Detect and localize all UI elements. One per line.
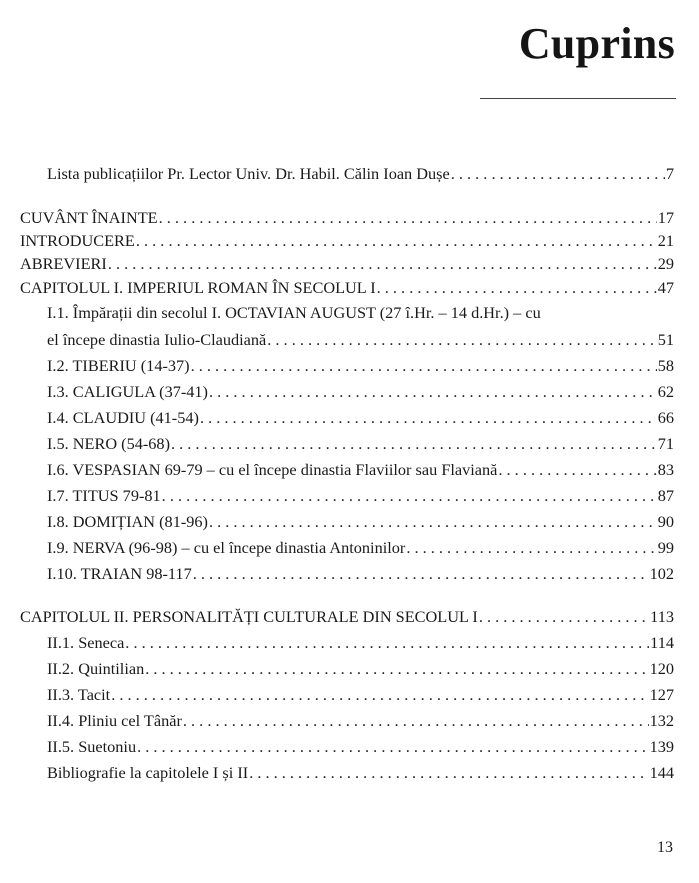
toc-entry-label: I.9. NERVA (96-98) – cu el începe dinastia Antoninilor (47, 538, 406, 557)
toc-entry-label: II.2. Quintilian (47, 659, 145, 678)
toc-entry-label: Bibliografie la capitolele I și II (47, 763, 249, 782)
toc-entry-label: Lista publicațiilor Pr. Lector Univ. Dr. Habil. Călin Ioan Dușe (47, 164, 450, 183)
toc-entry-label: INTRODUCERE (20, 231, 135, 250)
toc-entry-page: 83 (657, 460, 674, 479)
toc-entry-label: I.6. VESPASIAN 69-79 – cu el începe dinastia Flaviilor sau Flaviană (47, 460, 498, 479)
leader-dots (162, 485, 657, 506)
leader-dots (267, 329, 656, 350)
toc-entry-page: 51 (657, 330, 674, 349)
leader-dots (183, 710, 649, 731)
toc-entry-label: II.4. Pliniu cel Tânăr (47, 711, 182, 730)
toc-entry-page: 113 (650, 607, 674, 626)
leader-dots (108, 253, 657, 274)
toc-entry-label: I.5. NERO (54-68) (47, 434, 170, 453)
toc-entry-page: 102 (649, 564, 674, 583)
toc-entry-page: 87 (657, 486, 674, 505)
leader-dots (145, 658, 648, 679)
toc-entry-page: 71 (657, 434, 674, 453)
leader-dots (406, 537, 656, 558)
page-title: Cuprins (518, 19, 675, 68)
leader-dots (451, 163, 665, 184)
toc-entry-label: I.3. CALIGULA (37-41) (47, 382, 208, 401)
toc-entry-page: 66 (657, 408, 674, 427)
leader-dots (111, 684, 648, 705)
toc-entry-page: 127 (649, 685, 674, 704)
leader-dots (191, 355, 657, 376)
toc-entry-page: 132 (649, 711, 674, 730)
toc-entry-page: 47 (657, 278, 674, 297)
leader-dots (159, 207, 657, 228)
toc-entry-label: I.7. TITUS 79-81 (47, 486, 161, 505)
title-rule (480, 98, 676, 99)
toc-entry-page: 17 (657, 208, 674, 227)
toc-entry-page: 114 (650, 633, 674, 652)
leader-dots (171, 433, 657, 454)
toc-entry-page: 99 (657, 538, 674, 557)
leader-dots (209, 381, 657, 402)
toc-entry-page: 120 (649, 659, 674, 678)
toc-entry-label: CAPITOLUL I. IMPERIUL ROMAN ÎN SECOLUL I (20, 278, 376, 297)
toc-entry-page: 58 (657, 356, 674, 375)
toc-entry-label: I.2. TIBERIU (14-37) (47, 356, 190, 375)
toc-entry-page: 29 (657, 254, 674, 273)
leader-dots (137, 736, 648, 757)
toc-entry-label: II.5. Suetoniu (47, 737, 137, 756)
toc-entry-page: 144 (649, 763, 674, 782)
toc-entry-label: el începe dinastia Iulio-Claudiană (47, 330, 267, 349)
toc-entry-label: II.3. Tacit (47, 685, 111, 704)
leader-dots (200, 407, 657, 428)
leader-dots (498, 459, 656, 480)
toc-entry-page: 62 (657, 382, 674, 401)
toc-entry-label: ABREVIERI (20, 254, 107, 273)
toc-entry-page: 139 (649, 737, 674, 756)
toc-entry-label: I.10. TRAIAN 98-117 (47, 564, 192, 583)
leader-dots (136, 230, 657, 251)
toc-entry-label-line1: I.1. Împărații din secolul I. OCTAVIAN AUGUST (27 î.Hr. – 14 d.Hr.) – cu (47, 303, 541, 322)
toc-entry-label: CUVÂNT ÎNAINTE (20, 208, 158, 227)
toc-entry-page: 21 (657, 231, 674, 250)
page-number: 13 (657, 839, 673, 856)
leader-dots (479, 606, 649, 627)
leader-dots (209, 511, 657, 532)
toc-entry-label: II.1. Seneca (47, 633, 125, 652)
toc-entry-label: I.8. DOMIȚIAN (81-96) (47, 512, 208, 531)
toc-entry-page: 90 (657, 512, 674, 531)
leader-dots (249, 762, 648, 783)
toc-entry-label: I.4. CLAUDIU (41-54) (47, 408, 199, 427)
toc-entry-label: CAPITOLUL II. PERSONALITĂȚI CULTURALE DIN SECOLUL I (20, 607, 478, 626)
leader-dots (377, 277, 657, 298)
toc-entry-page: 7 (665, 164, 674, 183)
leader-dots (125, 632, 649, 653)
leader-dots (193, 563, 649, 584)
